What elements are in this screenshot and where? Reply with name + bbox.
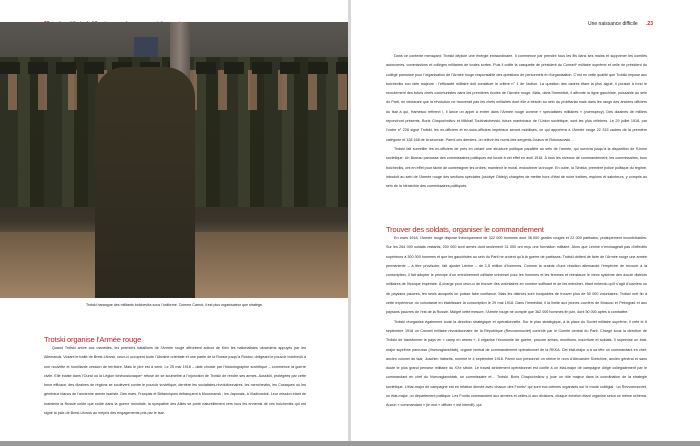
body-text-right-top bbox=[386, 52, 647, 191]
photo-caption: Trotski harangue des militants bolcheviks sous l’uniforme. Comme Carnot, il est plus organisateur que stratège. bbox=[85, 303, 264, 307]
body-text-right-bottom bbox=[386, 234, 647, 411]
trotsky-photo bbox=[0, 22, 349, 298]
running-head-title-right: Une naissance difficile bbox=[587, 21, 638, 27]
page-number-right: .23 bbox=[646, 21, 653, 27]
left-page bbox=[0, 0, 349, 441]
photo-main-figure bbox=[95, 67, 195, 298]
paragraph: En mars 1918, l’Armée rouge dispose théoriquement de 322 000 hommes dont 36 000 gardes rouges et 22 000 partisans, pratiquement incontrôlables. Sur les 264 000 soldats restants, 200 000 sont armés dont seulement 31 000 ont reçu une formation militaire. Alors que Lénine n’envisageait pas d’effectifs supérieurs à 300 000 hommes et que les gauchistes au sein du Parti ne croient qu’à la guerre de partisans, Trotski obtient de faire de l’Armée rouge une armée permanente – à titre provisoire, fait ajouter Lénine – de 1,5 million d’hommes. Comme la crainte d’une réaction allemande l’empêche de recourir à la conscription, il fait adopter le principe d’un entraînement militaire universel pour les hommes et les femmes et réinstaure le vieux système des douze districts militaires de l’époque impériale. À charge pour ceux-ci de trouver des volontaires en nombre suffisant et de les entraîner, étant entendu qu’il s’agit d’ouvriers ou de paysans pauvres, les seuls auxquels on puisse faire confiance. Mais les districts sont incapables de trouver plus de 50 000 volontaires. Trotski met fin à cette expérience du volontariat en établissant la conscription le 29 mai 1918. Dans l’immédiat, il la limite aux jeunes ouvriers de Moscou et Petrograd et aux paysans pauvres de l’est de la Russie. Malgré cette mesure, l’Armée rouge ne compte que 362 000 hommes fin juin, dont 50 000 aptes à combattre. bbox=[386, 236, 647, 315]
paragraph: Dans ce contexte menaçant, Trotski déploie une énergie extraordinaire. Il commence par prendre tous les fils dans ses mains et supprimer les comités autonomes, commissions et collèges militaires de toutes sortes. Puis il coiffe la casquette de président du Conseil* militaire suprême et celle de président du collège panrusse pour l’organisation de l’Armée rouge responsable des questions de personnels et d’organisation. C’est en cette qualité que Trotski impose aux bolcheviks son idée majeure : l’efficacité militaire doit constituer le critère n° 1 de l’action. La question des cadres étant la plus aiguë, il pousse à fond le recrutement des futurs chefs communistes dans les premières écoles de l’Armée rouge. Mais, dans l’immédiat, il affronte la ligne gauchiste, puissante au sein du Parti, en déclarant que la révolution ne trouverait pas les chefs militaires dont elle a besoin au sein du prolétariat mais dans les rangs des anciens officiers du tsar à qui, Hamesco refirenri !, il lance un appel à entrer dans l’Armée rouge comme « spécialistes militaires » (voenspecy). Des dizaines de milliers répondront présents. Boris Chapochnikov et Mikhaïl Toukhatchevski, futurs maréchaux de l’Union soviétique, sont les plus célèbres. Le 29 juillet 1918, par l’ordre n° 228 signé Trotski, les ex-officiers et ex-sous-officiers impériaux seront mobilisés, ce qui apportera à l’Armée rouge 22 315 cadres de la première catégorie et 128 168 de la seconde. Parmi ces derniers, on relève les noms des sergents Joukov et Rokossovski… bbox=[386, 54, 647, 142]
bottom-edge bbox=[0, 441, 700, 446]
right-page bbox=[351, 0, 700, 441]
section-title-left: Trotski organise l’Armée rouge bbox=[44, 335, 142, 344]
paragraph: Quand Trotski arrive aux manettes, les premiers bataillons de l’Armée rouge affrontent autour de Kiev les nationalistes ukrainiens appuyés par les Allemands. Violant le traité de Brest-Litovsk, ceux-ci occupent toute l’Ukraine orientale et une partie de la Russie jusqu’à Rostov, obligeant le pouvoir bolchevik à une nouvelle et humiliante cession de territoire. Mais le pire est à venir. Le 25 mai 1918 – date choisie par l’historiographie soviétique – commence la guerre civile. Elle éclate dans l’Oural où la Légion tchécoslovaque* refuse de se soumettre à l’injonction de Trotski de rendre ses armes. Aussitôt, protégées par cette force efficace, des dizaines de régions se soulèvent contre le pouvoir soviétique, derrière les socialistes-révolutionnaires, les mencheviks, les Cosaques ou les généraux blancs de l’ancienne armée tsariste. Dès mars, Français et Britanniques débarquent à Mourmansk ; les Japonais, à Vladivostok. Leur mission étant de maintenir la Russie coûte que coûte dans la guerre mondiale, la sympathie des Alliés se porte naturellement vers tous les ennemis de ces bolcheviks qui ont signé la paix de Brest-Litovsk au mépris des engagements pris par le tsar. bbox=[44, 346, 306, 416]
body-text-left bbox=[44, 344, 306, 418]
paragraph: Trotski fait surveiller les ex-officiers de près en créant une structure politique parallèle au sein de l’armée, qui survivra jusqu’à la disparition de l’Union soviétique. Un Bureau panrusse des commissaires politiques est fondé à cet effet en avril 1918. À tous les niveaux de commandement, les commissaires, tous bolcheviks, ont en effet pour tâche de contresigner les ordres, maintenir le moral, endoctriner la troupe. En outre, la Tchéka, première police politique du régime, introduit au sein de l’Armée rouge des sections spéciales (osobye Otdely) chargées de mettre hors d’état de nuire traîtres, espions et saboteurs, y compris au sein de la hiérarchie des commissaires politiques. bbox=[386, 146, 647, 189]
section-title-right: Trouver des soldats, organiser le commandement bbox=[386, 225, 544, 234]
paragraph: Trotski réorganise également toute la direction stratégique et opérationnelle. Sur le plan stratégique, à la place du Soviet militaire suprême, il crée le 6 septembre 1918 un Conseil militaire révolutionnaire de la République (Revvoensoviet) contrôlé par le Comité central du Parti. Chargé sous la direction de Trotski de transformer le pays en « camp en armes », il organise l’économie de guerre, procure armes, munitions, nourriture et soldats. Il supervise un état-major suprême panrusse (Vserosglavshtab), organe central de commandement opérationnel de la RKKA. Cet état-major a à sa tête un commandant en chef, ancien colonel du tsar, Joachim Vatsetis, nommé le 4 septembre 1918. Parmi son personnel on relève le nom d’Alexandre Svetchine, ancien général et sans doute le plus grand penseur militaire du XXe siècle. Le travail strictement opérationnel est confié à un état-major de campagne dirigé collégialement par le commandant en chef du Vserosglavshtab, un commissaire et… Trotski. Boris Chapochnikov y joue un rôle majeur dans la coordination de la stratégie soviétique. L’état-major de campagne est en relation directe avec chacun des Fronts* qui sont eux-mêmes organisés sur le mode collégial : un Revvoensoviet, un état-major, un département politique. Les Fronts commandent aux armées et celles-ci aux divisions, chaque échelon étant organisé selon ce même schéma. Aucun « commandant » (le mot « officier » est interdit), qui bbox=[386, 319, 647, 408]
running-head-right bbox=[588, 21, 653, 27]
